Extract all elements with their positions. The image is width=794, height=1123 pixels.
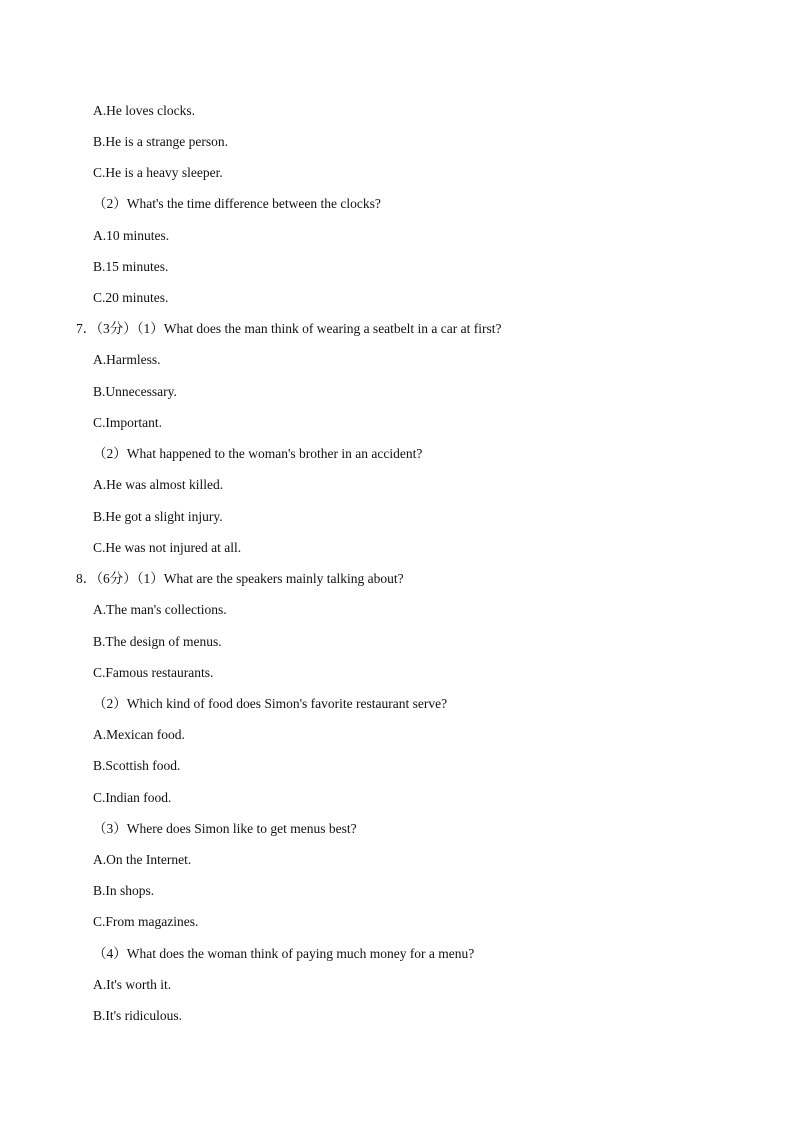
option-line: C.From magazines. [93,914,199,929]
question-7-line: 7．（3分）（1）What does the man think of wearing a seatbelt in a car at first? [76,321,502,336]
option-line: A.He was almost killed. [93,477,224,492]
option-line: A.Harmless. [93,352,161,367]
option-line: B.Unnecessary. [93,384,177,399]
option-line: B.The design of menus. [93,634,222,649]
option-line: C.He was not injured at all. [93,540,242,555]
option-line: A.10 minutes. [93,228,170,243]
option-line: B.He is a strange person. [93,134,228,149]
option-line: B.He got a slight injury. [93,509,223,524]
subquestion-line: （2）What happened to the woman's brother in an accident? [93,446,423,461]
option-line: A.On the Internet. [93,852,192,867]
subquestion-line: （2）Which kind of food does Simon's favorite restaurant serve? [93,696,448,711]
option-line: B.In shops. [93,883,155,898]
subquestion-line: （3）Where does Simon like to get menus best? [93,821,357,836]
question-8-line: 8．（6分）（1）What are the speakers mainly talking about? [76,571,404,586]
option-line: B.Scottish food. [93,758,181,773]
option-line: C.Indian food. [93,790,172,805]
option-line: A.The man's collections. [93,602,227,617]
option-line: C.He is a heavy sleeper. [93,165,223,180]
option-line: C.20 minutes. [93,290,169,305]
option-line: C.Important. [93,415,162,430]
subquestion-line: （4）What does the woman think of paying much money for a menu? [93,946,475,961]
option-line: B.15 minutes. [93,259,169,274]
option-line: C.Famous restaurants. [93,665,214,680]
option-line: A.It's worth it. [93,977,172,992]
option-line: B.It's ridiculous. [93,1008,183,1023]
subquestion-line: （2）What's the time difference between the clocks? [93,196,381,211]
option-line: A.He loves clocks. [93,103,195,118]
option-line: A.Mexican food. [93,727,185,742]
